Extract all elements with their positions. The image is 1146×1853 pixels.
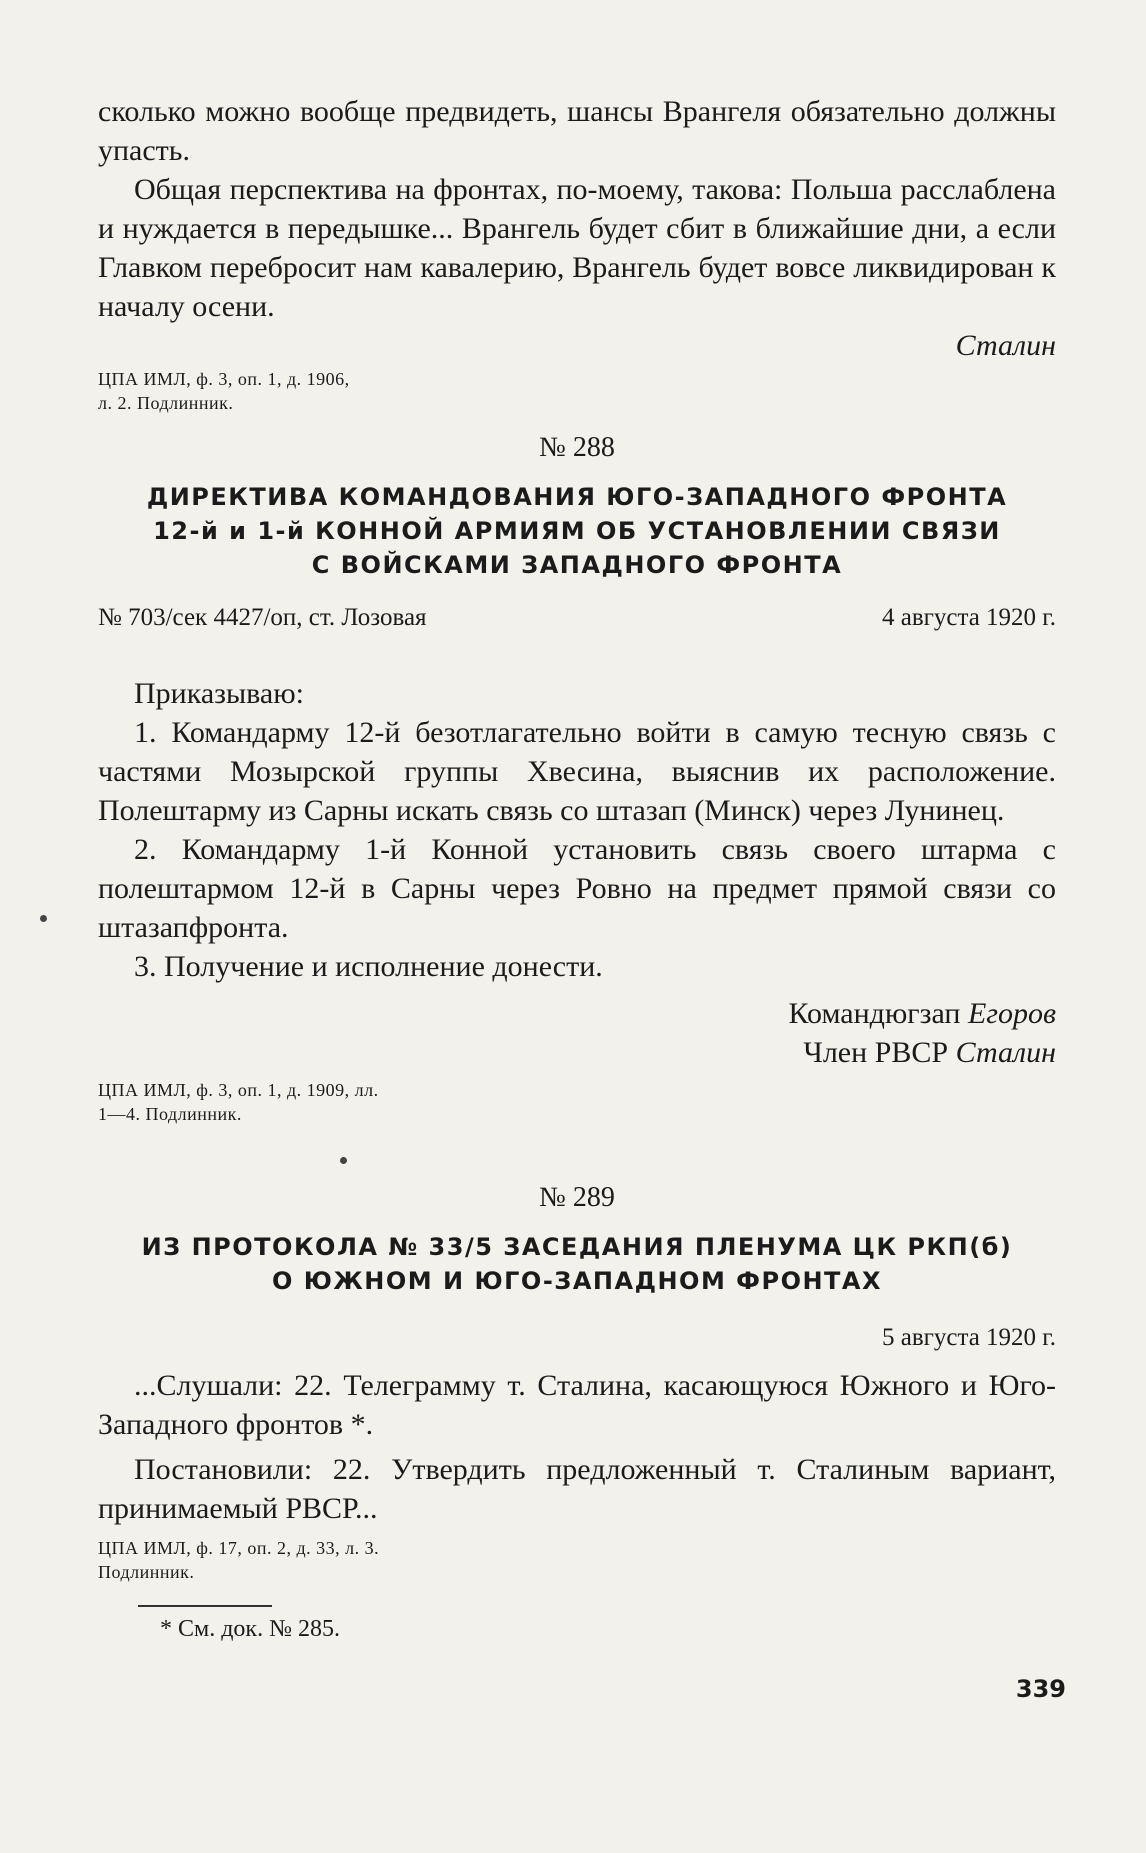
doc-289-title-line-2: О ЮЖНОМ И ЮГО-ЗАПАДНОМ ФРОНТАХ	[271, 1267, 883, 1295]
doc-289-number: № 289	[539, 1182, 615, 1213]
doc-288-signatures	[98, 994, 1056, 1072]
doc-289-paragraph-2: Постановили: 22. Утвердить предложенный т. Сталиным вариант, принимаемый РВСР...	[98, 1453, 1056, 1525]
footnote-divider	[138, 1605, 272, 1607]
intro-section	[98, 92, 1056, 415]
doc-288-title-line-2: 12-й и 1-й КОННОЙ АРМИЯМ ОБ УСТАНОВЛЕНИИ СВЯЗИ	[153, 517, 1001, 545]
doc-289-source-line-1: ЦПА ИМЛ, ф. 17, оп. 2, д. 33, л. 3.	[98, 1538, 380, 1558]
doc-288-signature-1-name: Егоров	[967, 997, 1056, 1030]
doc-289-source-line-2: Подлинник.	[98, 1562, 195, 1582]
intro-source-line-2: л. 2. Подлинник.	[98, 393, 234, 413]
doc-289-title-line-1: ИЗ ПРОТОКОЛА № 33/5 ЗАСЕДАНИЯ ПЛЕНУМА ЦК РКП(б)	[141, 1233, 1013, 1261]
intro-paragraph-2: Общая перспектива на фронтах, по-моему, такова: Польша расслаблена и нуждается в передышке... Врангель будет сбит в ближайшие дни, а если Главком перебросит нам кавалерию, Врангель будет вовсе ликвидирован к началу осени.	[98, 173, 1056, 323]
page-number: 339	[1015, 1675, 1066, 1703]
doc-289-paragraph-1: ...Слушали: 22. Телеграмму т. Сталина, касающуюся Южного и Юго-Западного фронтов *.	[98, 1369, 1056, 1441]
doc-288-signature-1	[98, 994, 1056, 1033]
doc-288-reference: № 703/сек 4427/оп, ст. Лозовая	[98, 604, 427, 631]
doc-288-order-intro: Приказываю:	[134, 677, 304, 710]
intro-signature: Сталин	[955, 329, 1056, 362]
doc-288-number: № 288	[539, 432, 615, 463]
doc-289-section	[98, 1180, 1056, 1584]
doc-288-source-line-2: 1—4. Подлинник.	[98, 1104, 242, 1124]
doc-289-date: 5 августа 1920 г.	[881, 1324, 1056, 1351]
doc-288-date: 4 августа 1920 г.	[881, 604, 1056, 631]
doc-288-item-1: 1. Командарму 12-й безотлагательно войти в самую тесную связь с частями Мозырской группы Хвесина, выяснив их расположение. Полештарму из Сарны искать связь со штазап (Минск) через Лунинец.	[98, 716, 1056, 827]
doc-288-title-line-1: ДИРЕКТИВА КОМАНДОВАНИЯ ЮГО-ЗАПАДНОГО ФРОНТА	[146, 483, 1008, 511]
scan-speck	[40, 915, 47, 922]
footnote: * См. док. № 285.	[160, 1616, 340, 1642]
doc-288-signature-2-role: Член РВСР	[803, 1036, 949, 1069]
doc-288-source-line-1: ЦПА ИМЛ, ф. 3, оп. 1, д. 1909, лл.	[98, 1080, 379, 1100]
doc-288-title-line-3: С ВОЙСКАМИ ЗАПАДНОГО ФРОНТА	[311, 551, 843, 579]
intro-source-line-1: ЦПА ИМЛ, ф. 3, оп. 1, д. 1906,	[98, 369, 350, 389]
doc-288-meta-row	[98, 602, 1056, 634]
doc-288-signature-2	[98, 1033, 1056, 1072]
scan-speck	[340, 1157, 347, 1164]
doc-288-item-3: 3. Получение и исполнение донести.	[134, 950, 603, 983]
doc-288-signature-2-name: Сталин	[955, 1036, 1056, 1069]
doc-288-section	[98, 430, 1056, 1126]
doc-288-signature-1-role: Командюгзап	[788, 997, 961, 1030]
doc-288-item-2: 2. Командарму 1-й Конной установить связь своего штарма с полештармом 12-й в Сарны через Ровно на предмет прямой связи со штазапфронта.	[98, 833, 1056, 944]
intro-paragraph-1: сколько можно вообще предвидеть, шансы Врангеля обязательно должны упасть.	[98, 95, 1056, 167]
